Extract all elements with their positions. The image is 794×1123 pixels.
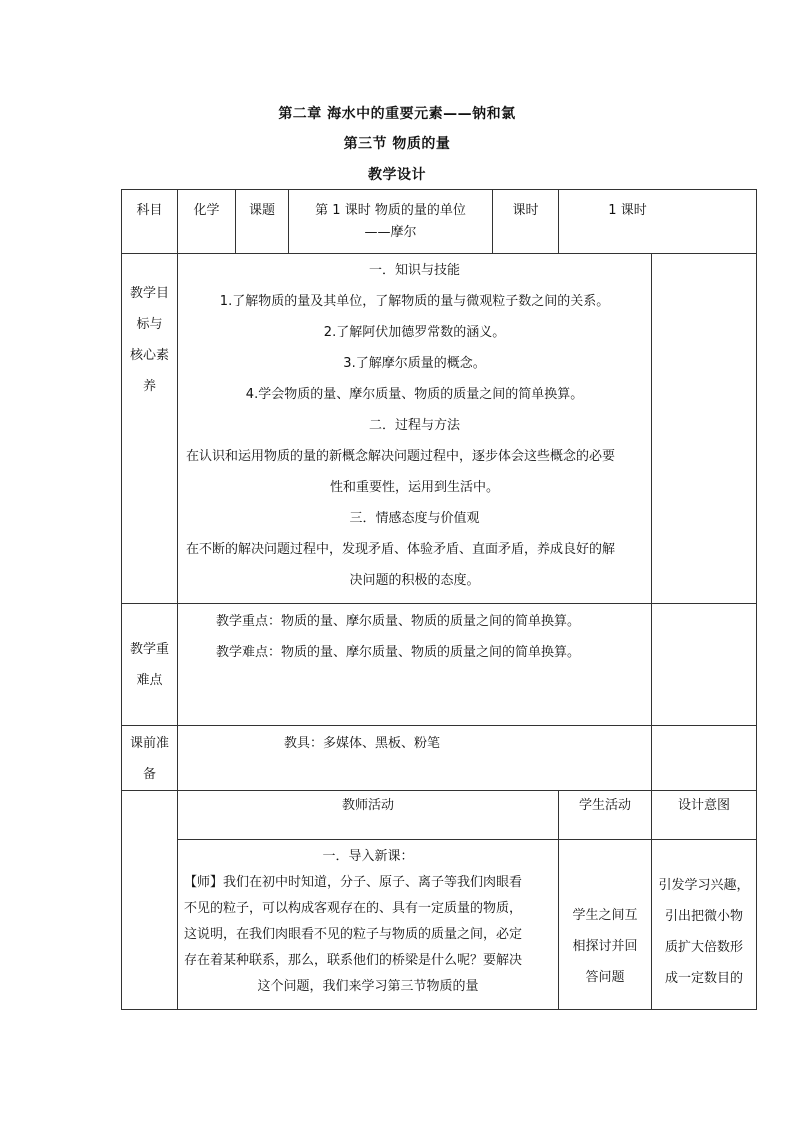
focus-label-line: 教学重 bbox=[129, 642, 169, 657]
prep-content-cell bbox=[178, 726, 652, 791]
goals-label-line: 核心素 bbox=[129, 348, 169, 363]
section-title: 第三节 物质的量 bbox=[343, 136, 451, 152]
intro-line: 【师】我们在初中时知道，分子、原子、离子等我们肉眼看 bbox=[184, 875, 523, 890]
prep-label-line: 备 bbox=[142, 767, 156, 782]
topic-label-cell bbox=[236, 190, 289, 254]
design-intent-line: 质扩大倍数形 bbox=[664, 940, 743, 955]
student-activity-line: 相探讨并回 bbox=[572, 939, 638, 954]
goals-heading-process: 二．过程与方法 bbox=[368, 418, 460, 433]
goals-label-line: 标与 bbox=[136, 317, 163, 332]
goals-attitude-paragraph bbox=[178, 534, 651, 596]
goal-item: 1.了解物质的量及其单位，了解物质的量与微观粒子数之间的关系。 bbox=[219, 294, 610, 309]
process-header-row bbox=[122, 791, 757, 840]
process-left-empty-cell bbox=[122, 791, 178, 1010]
topic-value-line1: 第 1 课时 物质的量的单位 bbox=[315, 203, 466, 218]
lesson-plan-table bbox=[121, 189, 757, 1010]
teacher-header-cell bbox=[178, 791, 559, 840]
intro-title: 一．导入新课： bbox=[322, 849, 414, 864]
prep-empty-cell bbox=[652, 726, 757, 791]
goals-attitude-line2: 决问题的积极的态度。 bbox=[349, 573, 480, 588]
goal-item: 3.了解摩尔质量的概念。 bbox=[343, 356, 486, 371]
period-value: 1 课时 bbox=[608, 203, 647, 218]
focus-label-cell bbox=[122, 604, 178, 726]
difficulty-text: 教学难点：物质的量、摩尔质量、物质的质量之间的简单换算。 bbox=[216, 645, 581, 660]
subject-value: 化学 bbox=[193, 203, 220, 218]
goal-item: 2.了解阿伏加德罗常数的涵义。 bbox=[323, 325, 506, 340]
teacher-activity-header: 教师活动 bbox=[341, 798, 394, 813]
period-label: 课时 bbox=[512, 203, 539, 218]
intro-paragraph bbox=[178, 870, 558, 1000]
prep-row bbox=[122, 726, 757, 791]
design-intent-line: 引发学习兴趣， bbox=[658, 878, 750, 893]
period-label-cell bbox=[493, 190, 559, 254]
topic-label: 课题 bbox=[248, 203, 275, 218]
goals-attitude-line1: 在不断的解决问题过程中，发现矛盾、体验矛盾、直面矛盾，养成良好的解 bbox=[186, 542, 616, 557]
goals-process-line2: 性和重要性，运用到生活中。 bbox=[329, 480, 499, 495]
goals-empty-cell bbox=[652, 254, 757, 604]
intro-student-cell bbox=[559, 840, 652, 1010]
goals-process-line1: 在认识和运用物质的量的新概念解决问题过程中，逐步体会这些概念的必要 bbox=[186, 449, 616, 464]
focus-empty-cell bbox=[652, 604, 757, 726]
intro-teacher-cell bbox=[178, 840, 559, 1010]
intro-design-cell bbox=[652, 840, 757, 1010]
info-row bbox=[122, 190, 757, 254]
student-header-cell bbox=[559, 791, 652, 840]
topic-value-line2: ——摩尔 bbox=[364, 225, 417, 240]
focus-label-line: 难点 bbox=[136, 673, 163, 688]
design-intent-line: 成一定数目的 bbox=[664, 971, 743, 986]
intro-line: 这个问题，我们来学习第三节物质的量 bbox=[257, 979, 479, 994]
intro-row bbox=[122, 840, 757, 1010]
student-activity-header: 学生活动 bbox=[578, 798, 631, 813]
prep-tools-text: 教具：多媒体、黑板、粉笔 bbox=[284, 736, 441, 751]
goals-label-line: 养 bbox=[142, 379, 156, 394]
student-activity-line: 答问题 bbox=[585, 970, 625, 985]
focus-content-cell bbox=[178, 604, 652, 726]
prep-label-cell bbox=[122, 726, 178, 791]
design-intent-header: 设计意图 bbox=[677, 798, 730, 813]
doc-type-title: 教学设计 bbox=[368, 167, 426, 183]
focus-row bbox=[122, 604, 757, 726]
intro-line: 存在着某种联系，那么，联系他们的桥梁是什么呢？要解决 bbox=[184, 953, 523, 968]
topic-value-cell bbox=[289, 190, 493, 254]
subject-value-cell bbox=[178, 190, 236, 254]
design-header-cell bbox=[652, 791, 757, 840]
key-point-text: 教学重点：物质的量、摩尔质量、物质的质量之间的简单换算。 bbox=[216, 614, 581, 629]
goals-heading-attitude: 三．情感态度与价值观 bbox=[349, 511, 480, 526]
prep-label-line: 课前准 bbox=[129, 736, 169, 751]
chapter-title: 第二章 海水中的重要元素——钠和氯 bbox=[278, 106, 516, 122]
period-value-cell bbox=[559, 190, 757, 254]
subject-label: 科目 bbox=[136, 203, 163, 218]
intro-line: 不见的粒子，可以构成客观存在的、具有一定质量的物质， bbox=[184, 901, 523, 916]
goals-process-paragraph bbox=[178, 441, 651, 503]
goals-row bbox=[122, 254, 757, 604]
goals-label-line: 教学目 bbox=[129, 286, 169, 301]
goals-content-cell bbox=[178, 254, 652, 604]
design-intent-line: 引出把微小物 bbox=[664, 909, 743, 924]
subject-label-cell bbox=[122, 190, 178, 254]
goals-label-cell bbox=[122, 254, 178, 604]
student-activity-line: 学生之间互 bbox=[572, 908, 638, 923]
goal-item: 4.学会物质的量、摩尔质量、物质的质量之间的简单换算。 bbox=[245, 387, 584, 402]
goals-heading-knowledge: 一．知识与技能 bbox=[368, 263, 460, 278]
intro-line: 这说明，在我们肉眼看不见的粒子与物质的质量之间，必定 bbox=[184, 927, 523, 942]
